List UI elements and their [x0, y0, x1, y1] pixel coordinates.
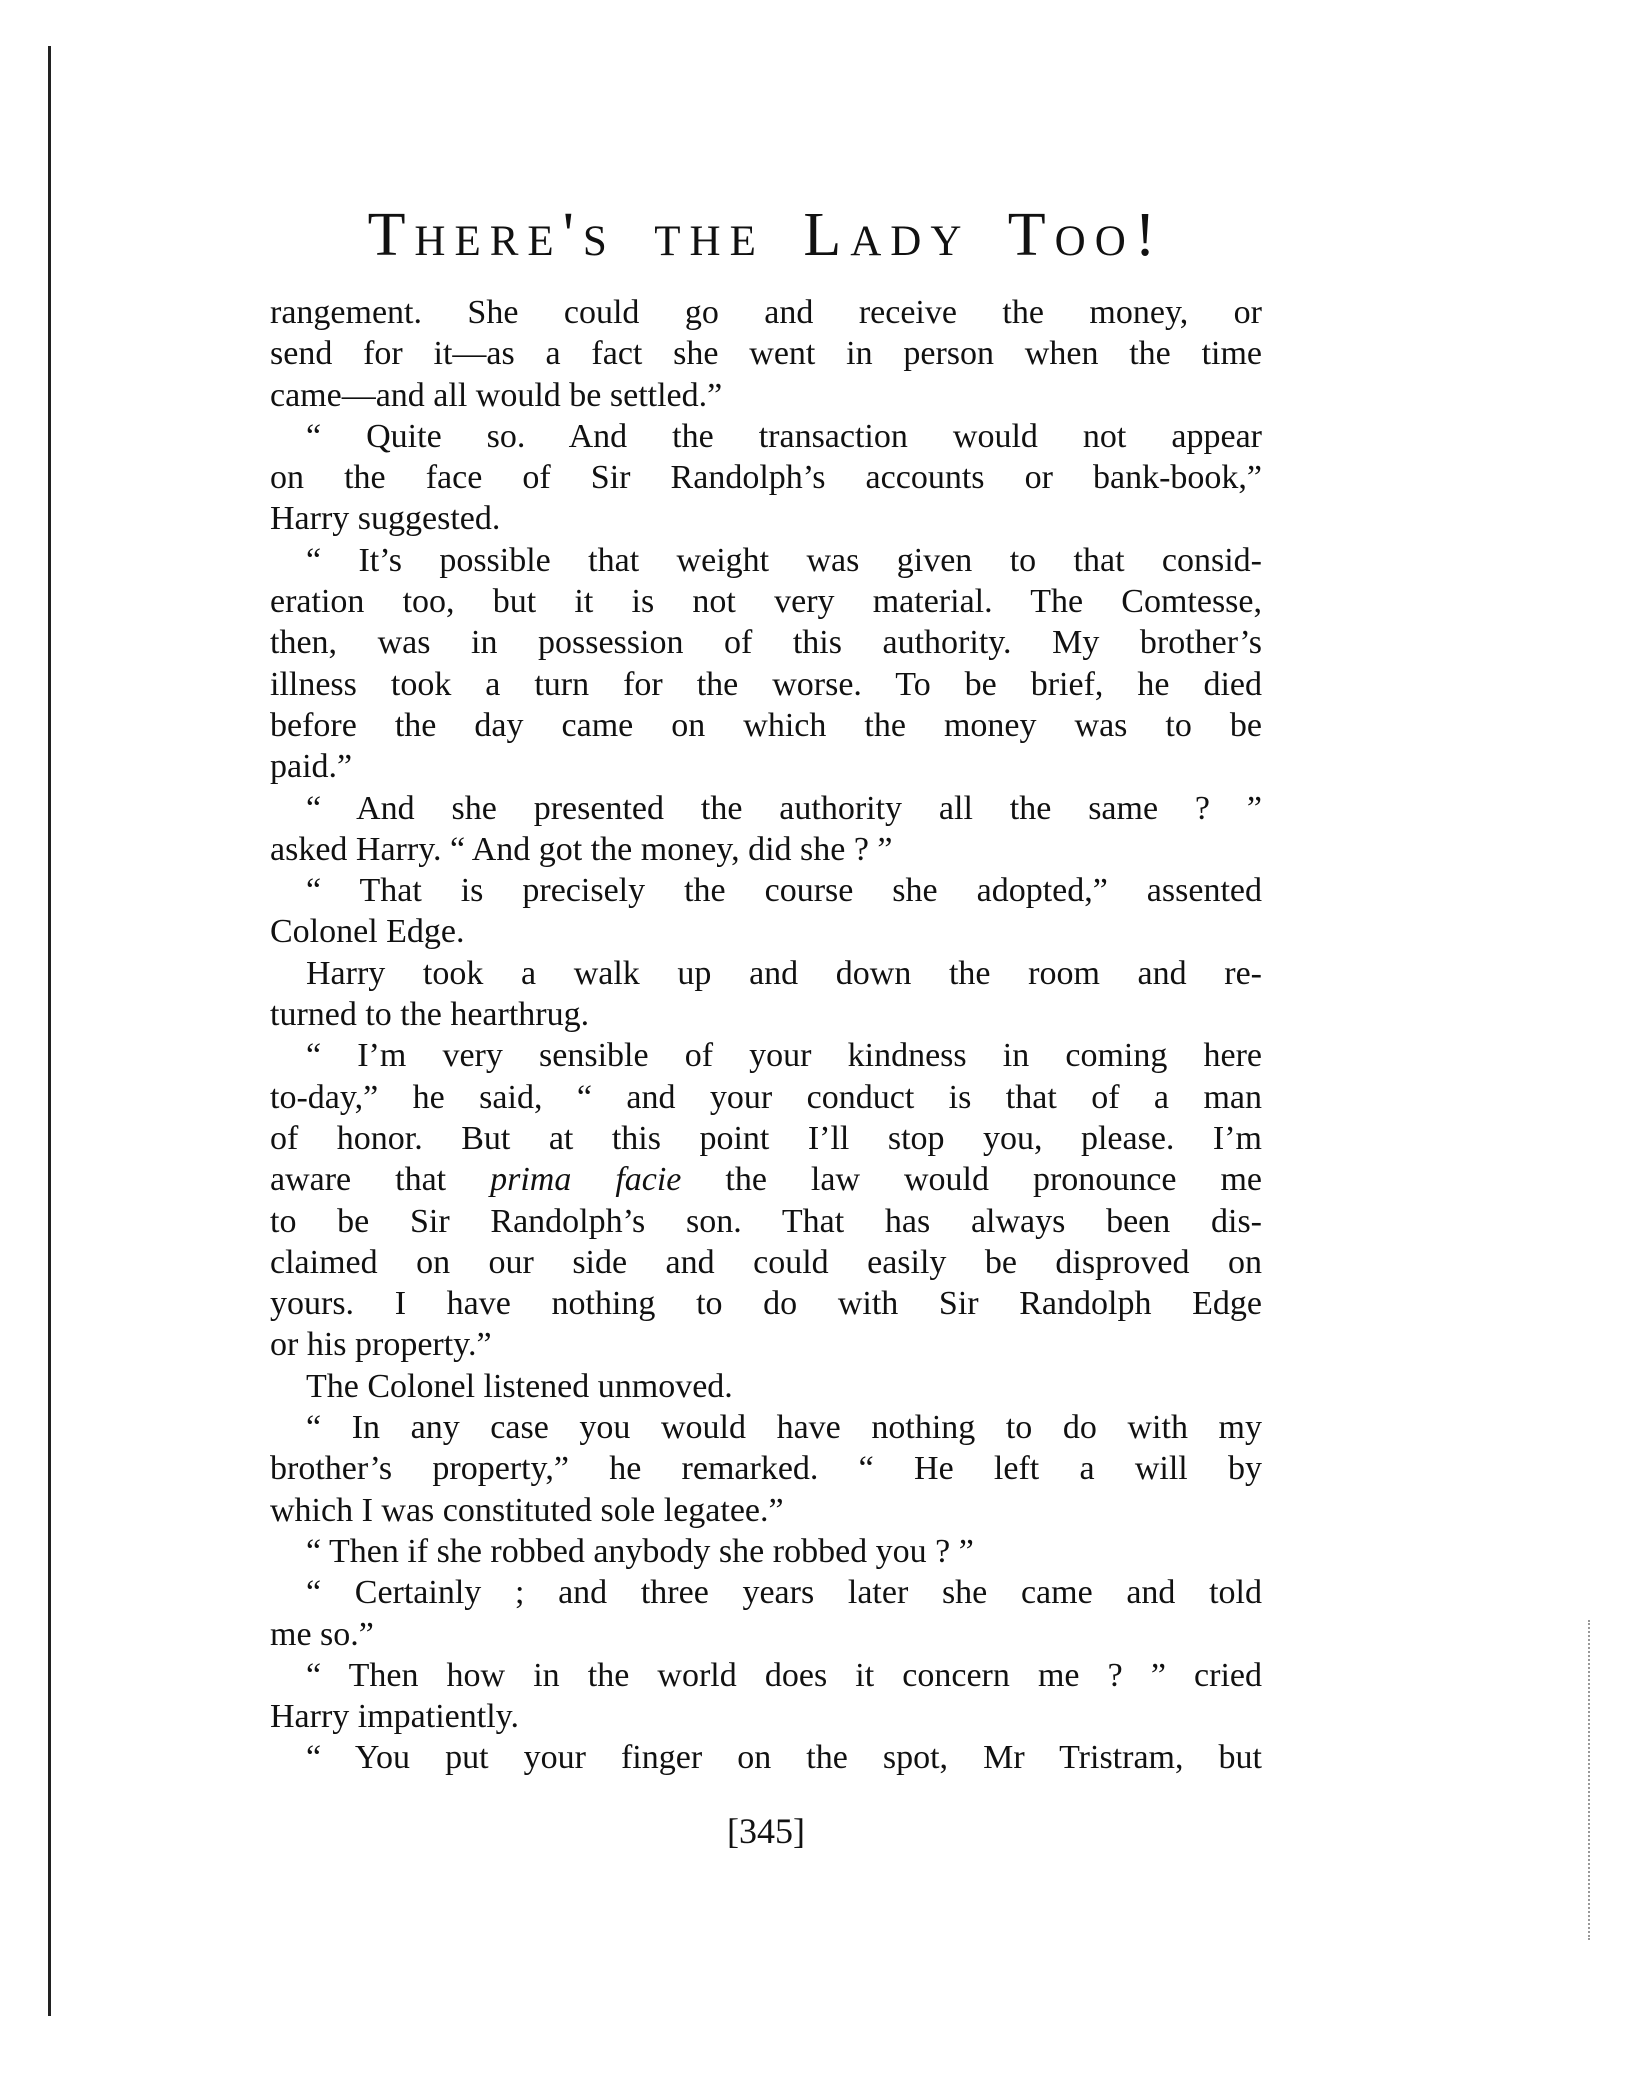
- text-segment: before the day came on which the money was to be: [270, 706, 1262, 744]
- text-segment: came—and all would be settled.”: [270, 376, 723, 414]
- text-segment: eration too, but it is not very material. The Comtesse,: [270, 583, 1262, 621]
- text-line: [270, 540, 1262, 581]
- text-segment: to-day,” he said, “ and your conduct is that of a man: [270, 1078, 1262, 1116]
- text-segment: Colonel Edge.: [270, 913, 465, 951]
- text-segment: the law would pronounce me: [681, 1161, 1262, 1199]
- text-line: [270, 1531, 1262, 1572]
- page-number: [345]: [727, 1811, 805, 1851]
- page-edge-marks: [1588, 1620, 1592, 1940]
- running-head: There's the Lady Too!: [367, 201, 1165, 269]
- text-segment: or his property.”: [270, 1326, 492, 1364]
- text-line: [270, 911, 1262, 952]
- text-line: [270, 788, 1262, 829]
- text-line: [270, 1655, 1262, 1696]
- text-segment: “ In any case you would have nothing to do with my: [306, 1409, 1262, 1447]
- text-segment: claimed on our side and could easily be disproved on: [270, 1243, 1262, 1281]
- text-line: [270, 829, 1262, 870]
- text-segment: “ Certainly ; and three years later she came and told: [306, 1574, 1262, 1612]
- text-line: [270, 870, 1262, 911]
- text-line: [270, 705, 1262, 746]
- text-line: [270, 1201, 1262, 1242]
- text-segment: Harry took a walk up and down the room and re-: [306, 954, 1262, 992]
- text-line: [270, 1035, 1262, 1076]
- text-segment: “ And she presented the authority all the same ? ”: [306, 789, 1262, 827]
- text-segment: Harry suggested.: [270, 500, 501, 538]
- text-segment: asked Harry. “ And got the money, did she ? ”: [270, 830, 893, 868]
- text-segment: then, was in possession of this authority. My brother’s: [270, 624, 1262, 662]
- text-line: [270, 457, 1262, 498]
- text-line: [270, 994, 1262, 1035]
- text-line: [270, 1283, 1262, 1324]
- text-segment: to be Sir Randolph’s son. That has always been dis-: [270, 1202, 1262, 1240]
- text-segment: yours. I have nothing to do with Sir Randolph Edge: [270, 1285, 1262, 1323]
- text-line: [270, 953, 1262, 994]
- text-line: [270, 375, 1262, 416]
- text-segment: “ It’s possible that weight was given to that consid-: [306, 541, 1262, 579]
- text-line: [270, 416, 1262, 457]
- page-binding-edge: [48, 46, 51, 2016]
- italic-phrase: prima facie: [490, 1161, 682, 1199]
- text-segment: Harry impatiently.: [270, 1698, 519, 1736]
- text-segment: “ Quite so. And the transaction would not appear: [306, 417, 1262, 455]
- text-segment: paid.”: [270, 748, 353, 786]
- text-segment: rangement. She could go and receive the money, or: [270, 294, 1262, 331]
- text-segment: “ That is precisely the course she adopted,” assented: [306, 872, 1262, 910]
- body-text: [270, 292, 1262, 1779]
- text-segment: on the face of Sir Randolph’s accounts or bank-book,”: [270, 459, 1262, 497]
- text-line: [270, 746, 1262, 787]
- text-segment: me so.”: [270, 1615, 374, 1653]
- text-line: [270, 1572, 1262, 1613]
- text-segment: send for it—as a fact she went in person when the time: [270, 335, 1262, 373]
- text-segment: “ Then how in the world does it concern me ? ” cried: [306, 1656, 1262, 1694]
- text-line: [270, 1324, 1262, 1365]
- text-segment: which I was constituted sole legatee.”: [270, 1491, 784, 1529]
- text-line: [270, 1696, 1262, 1737]
- text-line: [270, 292, 1262, 333]
- text-line: [270, 581, 1262, 622]
- text-segment: “ You put your finger on the spot, Mr Tristram, but: [306, 1739, 1262, 1777]
- text-segment: aware that: [270, 1161, 491, 1199]
- text-line: [270, 1490, 1262, 1531]
- text-line: [270, 1159, 1262, 1200]
- text-line: [270, 1614, 1262, 1655]
- text-segment: of honor. But at this point I’ll stop you, please. I’m: [270, 1119, 1262, 1157]
- text-line: [270, 1407, 1262, 1448]
- text-line: [270, 1448, 1262, 1489]
- text-line: [270, 498, 1262, 539]
- text-line: [270, 1118, 1262, 1159]
- text-line: [270, 1366, 1262, 1407]
- text-segment: turned to the hearthrug.: [270, 996, 590, 1034]
- text-segment: illness took a turn for the worse. To be brief, he died: [270, 665, 1262, 703]
- text-line: [270, 622, 1262, 663]
- text-segment: “ Then if she robbed anybody she robbed you ? ”: [306, 1532, 974, 1570]
- text-segment: “ I’m very sensible of your kindness in coming here: [306, 1037, 1262, 1075]
- text-line: [270, 1242, 1262, 1283]
- text-segment: brother’s property,” he remarked. “ He left a will by: [270, 1450, 1262, 1488]
- text-line: [270, 1737, 1262, 1778]
- text-segment: The Colonel listened unmoved.: [306, 1367, 733, 1405]
- text-line: [270, 664, 1262, 705]
- text-line: [270, 1077, 1262, 1118]
- text-line: [270, 333, 1262, 374]
